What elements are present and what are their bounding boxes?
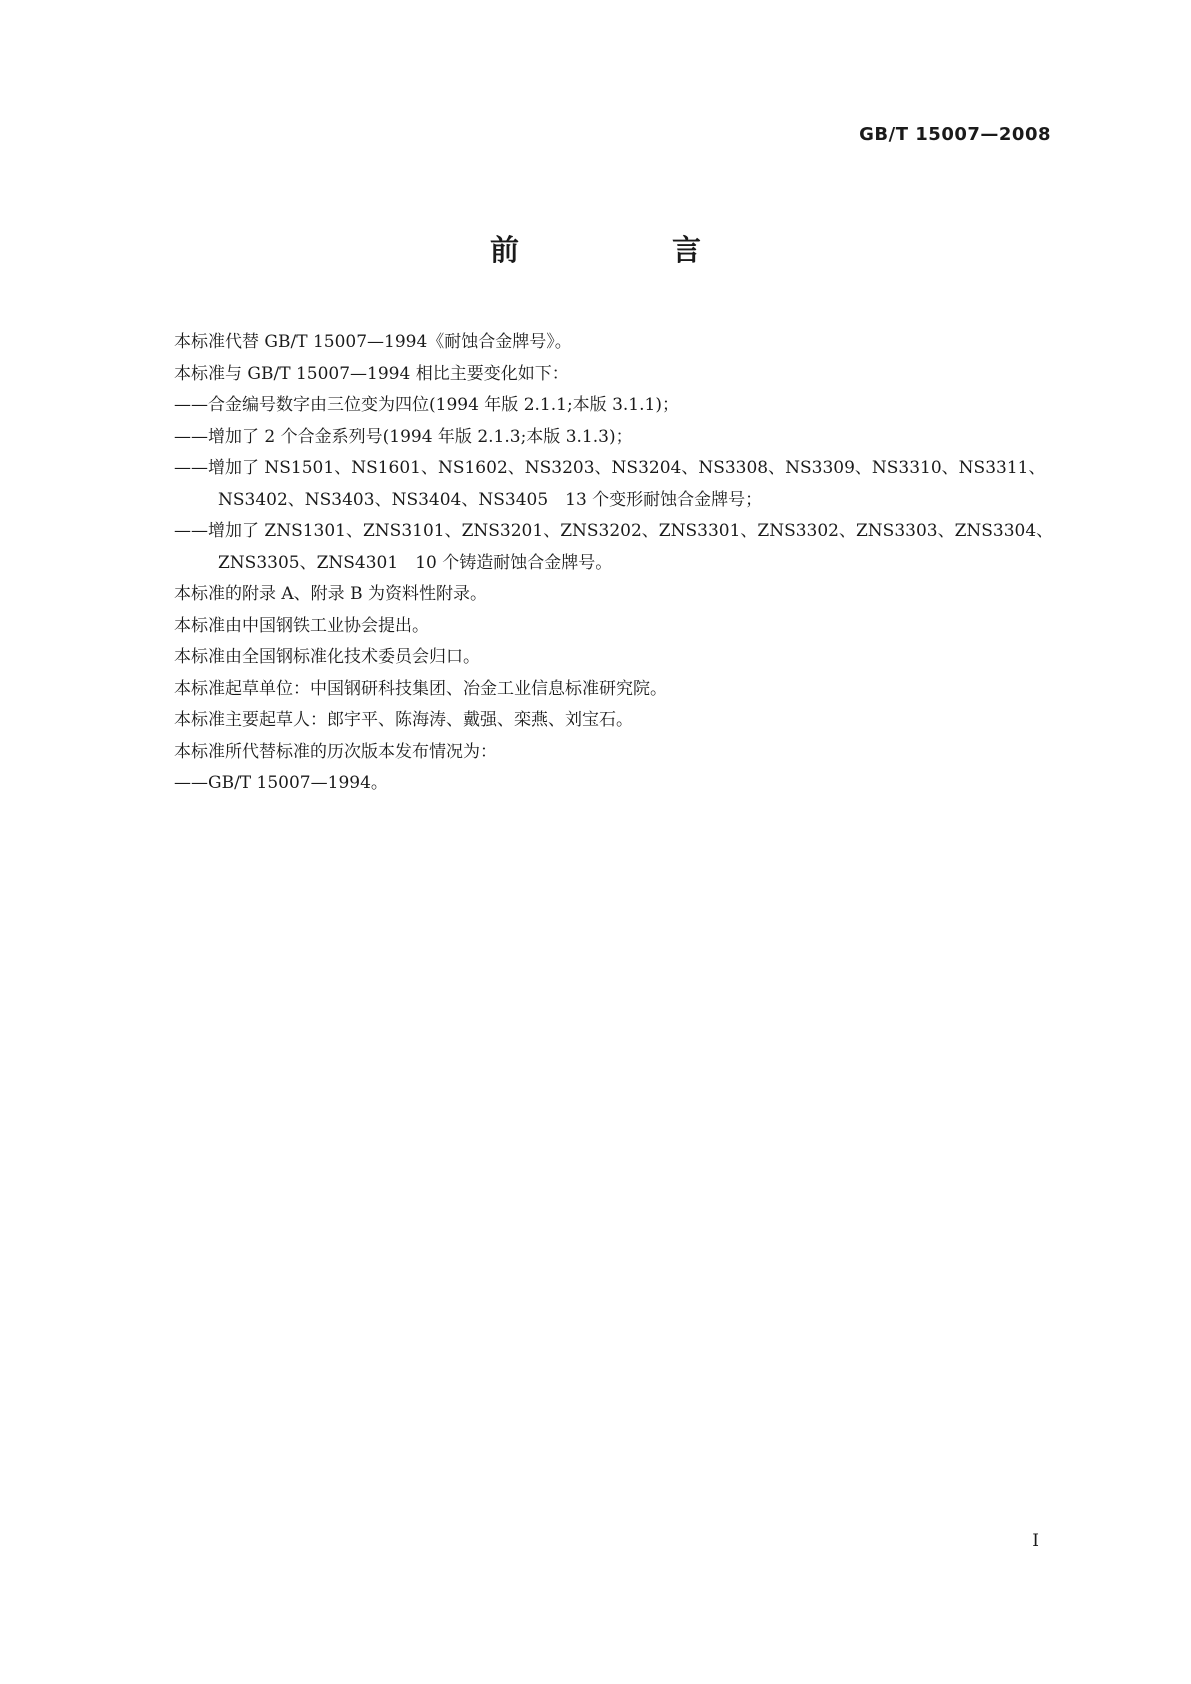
paragraph-previous-editions: 本标准所代替标准的历次版本发布情况为： [174, 741, 497, 762]
paragraph-changes-intro: 本标准与 GB/T 15007—1994 相比主要变化如下： [174, 363, 569, 384]
paragraph-proposed-by: 本标准由中国钢铁工业协会提出。 [174, 615, 429, 636]
paragraph-under-jurisdiction: 本标准由全国钢标准化技术委员会归口。 [174, 647, 480, 667]
standard-code: GB/T 15007—2008 [859, 124, 1051, 145]
page-title: 前 言 [489, 233, 763, 267]
change-item: ——增加了 ZNS1301、ZNS3101、ZNS3201、ZNS3202、ZNS3301、ZNS3302、ZNS3303、ZNS3304、 [174, 521, 1054, 541]
paragraph-drafters: 本标准主要起草人：郎宇平、陈海涛、戴强、栾燕、刘宝石。 [174, 710, 633, 730]
paragraph-replaces: 本标准代替 GB/T 15007—1994《耐蚀合金牌号》。 [174, 332, 572, 352]
paragraph-annexes: 本标准的附录 A、附录 B 为资料性附录。 [174, 584, 487, 604]
change-item: ——增加了 2 个合金系列号(1994 年版 2.1.3;本版 3.1.3)； [174, 426, 633, 447]
foreword-body [174, 327, 1054, 800]
change-item-continuation: ZNS3305、ZNS4301 10 个铸造耐蚀合金牌号。 [218, 552, 613, 573]
change-item: ——增加了 NS1501、NS1601、NS1602、NS3203、NS3204、NS3308、NS3309、NS3310、NS3311、 [174, 458, 1046, 478]
paragraph-drafting-units: 本标准起草单位：中国钢研科技集团、冶金工业信息标准研究院。 [174, 678, 667, 699]
page-number: I [1032, 1531, 1039, 1551]
previous-edition-item: ——GB/T 15007—1994。 [174, 773, 388, 793]
change-item-continuation: NS3402、NS3403、NS3404、NS3405 13 个变形耐蚀合金牌号； [218, 489, 763, 510]
change-item: ——合金编号数字由三位变为四位(1994 年版 2.1.1;本版 3.1.1)； [174, 395, 679, 415]
